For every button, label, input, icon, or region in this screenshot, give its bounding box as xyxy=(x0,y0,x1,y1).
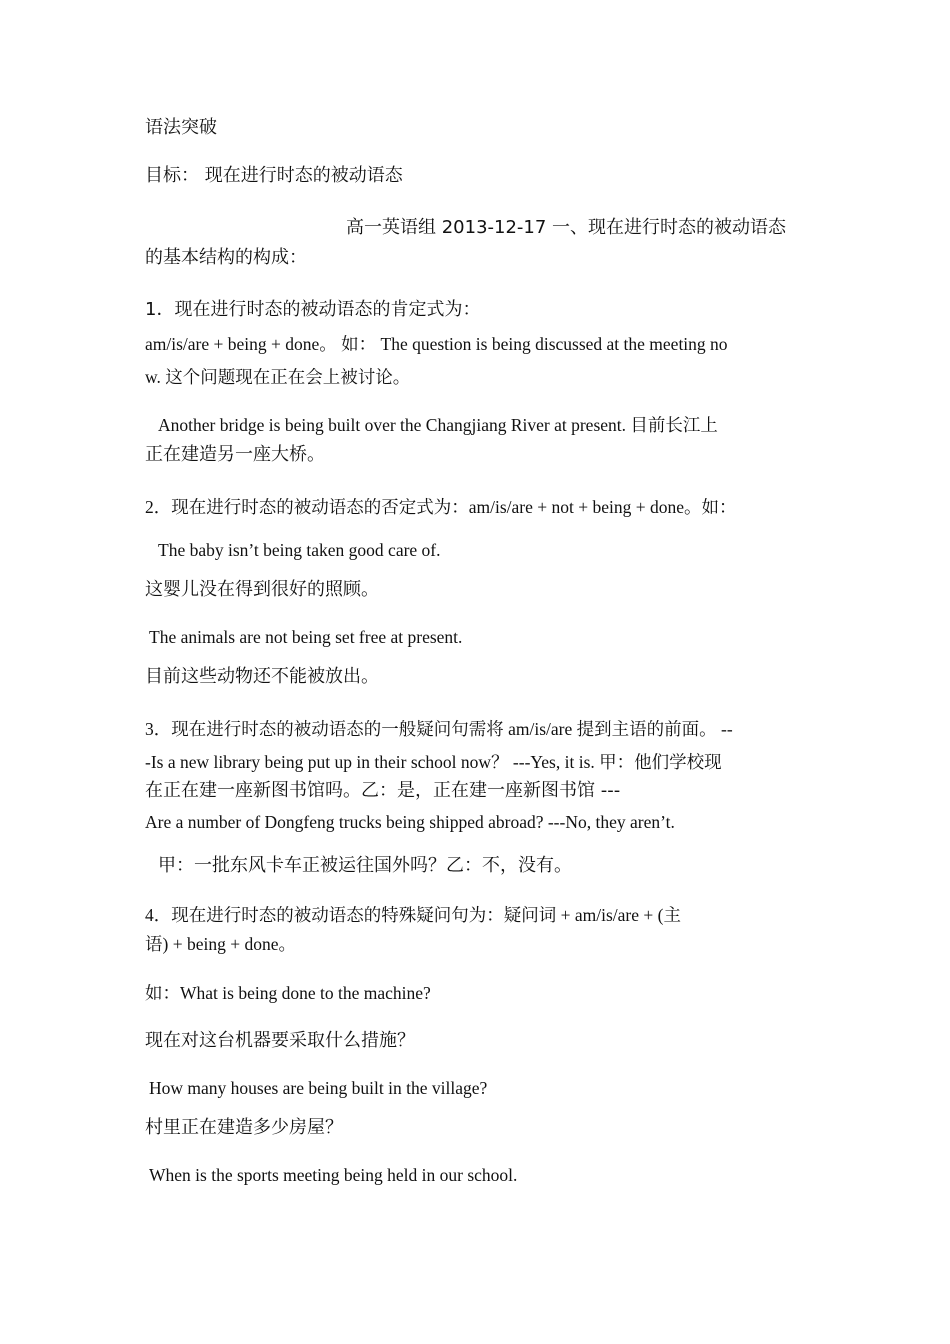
point-three-line-two: -Is a new library being put up in their school now？ ---Yes, it is. 甲：他们学校现 xyxy=(145,752,722,772)
point-two-example-one: The baby isn’t being taken good care of. xyxy=(158,540,441,560)
point-two-example-two-cn: 目前这些动物还不能被放出。 xyxy=(145,666,379,687)
heading: 语法突破 xyxy=(145,117,217,138)
point-four-example-one-cn: 现在对这台机器要采取什么措施？ xyxy=(145,1030,415,1051)
point-three-line-three: 在正在建一座新图书馆吗。乙：是，正在建一座新图书馆 --- xyxy=(145,780,621,801)
point-one-title: 1．现在进行时态的被动语态的肯定式为： xyxy=(145,299,481,320)
point-three-title: 3．现在进行时态的被动语态的一般疑问句需将 am/is/are 提到主语的前面。 -- xyxy=(145,719,733,739)
objective: 目标： 现在进行时态的被动语态 xyxy=(145,165,403,186)
point-four-example-three: When is the sports meeting being held in our school. xyxy=(149,1165,518,1185)
point-four-title: 4．现在进行时态的被动语态的特殊疑问句为：疑问词 + am/is/are + (主 xyxy=(145,905,681,925)
point-four-example-one: 如：What is being done to the machine? xyxy=(145,983,431,1003)
section-one-continuation: 的基本结构的构成： xyxy=(145,247,307,268)
group-date-line: 高一英语组 2013-12-17 一、现在进行时态的被动语态 xyxy=(346,217,787,238)
point-three-line-five: 甲：一批东风卡车正被运往国外吗？乙：不，没有。 xyxy=(158,855,572,876)
point-one-example-two: Another bridge is being built over the Changjiang River at present. 目前长江上 xyxy=(158,415,718,435)
point-one-formula-cont: w. 这个问题现在正在会上被讨论。 xyxy=(145,367,411,387)
point-one-formula: am/is/are + being + done。 如： The question is being discussed at the meeting no xyxy=(145,334,728,354)
point-four-title-cont: 语) + being + done。 xyxy=(145,934,296,954)
point-two-example-two: The animals are not being set free at present. xyxy=(149,627,463,647)
point-four-example-two: How many houses are being built in the village? xyxy=(149,1078,488,1098)
point-one-example-two-cont: 正在建造另一座大桥。 xyxy=(145,444,325,465)
point-four-example-two-cn: 村里正在建造多少房屋？ xyxy=(145,1117,343,1138)
point-three-line-four: Are a number of Dongfeng trucks being shipped abroad? ---No, they aren’t. xyxy=(145,812,675,832)
point-two-example-one-cn: 这婴儿没在得到很好的照顾。 xyxy=(145,579,379,600)
point-two-title: 2．现在进行时态的被动语态的否定式为：am/is/are + not + being + done。如： xyxy=(145,497,737,517)
